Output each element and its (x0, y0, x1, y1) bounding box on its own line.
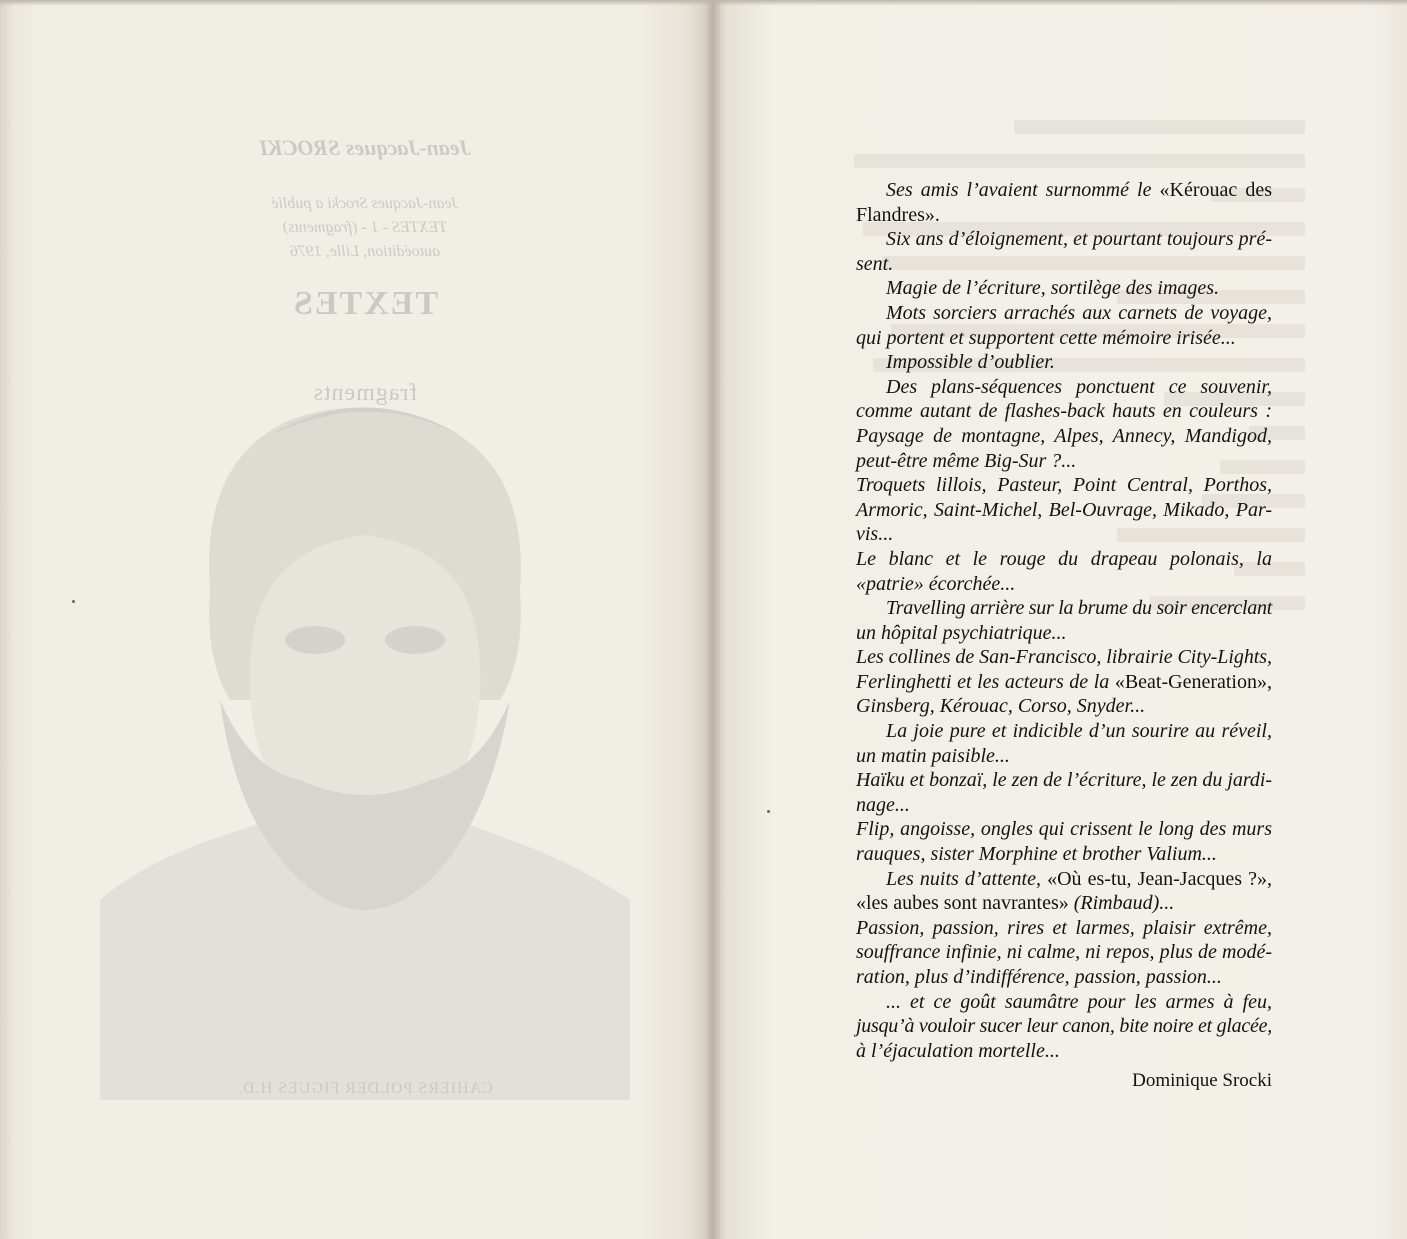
poem-line-segment: nage... (856, 793, 910, 816)
book-gutter (706, 0, 720, 1239)
poem-line (856, 399, 1272, 424)
left-page-show-through (100, 110, 630, 1120)
poem-line (856, 326, 1272, 351)
poem-line (856, 719, 1272, 744)
poem-line-segment: jusqu’à vouloir sucer leur canon, bite noire et glacée, (856, 1015, 1272, 1038)
poem-line-segment: Mots sorciers arrachés aux carnets de voyage, (886, 301, 1272, 324)
paper-speck (72, 600, 75, 603)
poem-line (856, 768, 1272, 793)
poem-line (856, 522, 1272, 547)
poem-line (856, 547, 1272, 572)
poem-line (856, 350, 1272, 375)
poem-line-segment: La joie pure et indicible d’un sourire au réveil, (886, 720, 1272, 743)
paper-speck (767, 810, 770, 813)
poem-line-segment: peut-être même Big-Sur ?... (856, 449, 1077, 472)
poem-line-segment: Flip, angoisse, ongles qui crissent le long des murs (856, 818, 1272, 841)
poem-line-segment: «Où es-tu, Jean-Jacques ?», (1047, 867, 1272, 890)
poem-line-segment: Six ans d’éloignement, et pourtant toujours pré- (886, 228, 1272, 251)
signature: Dominique Srocki (1132, 1070, 1272, 1091)
poem-line (856, 891, 1272, 916)
poem-line-segment: un hôpital psychiatrique... (856, 621, 1067, 644)
poem-line-segment: «Beat-Generation», (1114, 670, 1272, 693)
poem-line-segment: Magie de l’écriture, sortilège des images. (886, 277, 1220, 300)
poem-line (856, 301, 1272, 326)
poem-line-segment: Travelling arrière sur la brume du soir encerclant (886, 597, 1273, 620)
poem-line (856, 572, 1272, 597)
poem-line-segment: Troquets lillois, Pasteur, Point Central, Porthos, (856, 474, 1272, 497)
poem-line (856, 178, 1272, 203)
poem-line (856, 621, 1272, 646)
ghost-publisher: CAHIERS POLDER FIGUES H.D. (237, 1080, 493, 1097)
ghost-note-line: TEXTES - 1 - (fragments) (282, 219, 448, 236)
poem-line-segment: Paysage de montagne, Alpes, Annecy, Mandigod, (856, 424, 1272, 447)
poem-line (856, 596, 1272, 621)
poem-line-segment: qui portent et supportent cette mémoire irisée... (856, 326, 1236, 349)
poem-line-segment: Ginsberg, Kérouac, Corso, Snyder... (856, 695, 1146, 718)
poem-line (856, 498, 1272, 523)
poem-line-segment: à l’éjaculation mortelle... (856, 1039, 1060, 1062)
poem-line (856, 793, 1272, 818)
author-portrait-photo (100, 340, 630, 1100)
poem-line (856, 1039, 1272, 1064)
poem-line-segment: «les aubes sont navrantes» (856, 892, 1069, 915)
poem-line-segment: Ferlinghetti et les acteurs de la (856, 670, 1115, 693)
poem-line (856, 645, 1272, 670)
poem-line (856, 252, 1272, 277)
poem-line-segment: Ses amis l’avaient surnommé le (886, 179, 1160, 201)
poem-line (856, 965, 1272, 990)
poem-line-segment: ... et ce goût saumâtre pour les armes à feu, (886, 990, 1272, 1013)
poem-line (856, 473, 1272, 498)
poem-line-segment: rauques, sister Morphine et brother Valium... (856, 843, 1217, 866)
poem-line (856, 940, 1272, 965)
ghost-title: TEXTES (291, 285, 439, 322)
poem-line (856, 744, 1272, 769)
ghost-note-line: Jean-Jacques Srocki a publié (271, 195, 459, 212)
poem-line (856, 1014, 1272, 1039)
poem-line-segment: Impossible d’oublier. (886, 351, 1055, 374)
poem-text (856, 178, 1272, 1063)
poem-line (856, 694, 1272, 719)
ghost-note-line: autoédition, Lille, 1976 (289, 243, 441, 260)
poem-line-segment: souffrance infinie, ni calme, ni repos, plus de modé- (856, 941, 1272, 964)
ghost-publication-note (100, 192, 630, 264)
poem-line-segment: Armoric, Saint-Michel, Bel-Ouvrage, Mikado, Par- (856, 498, 1272, 521)
poem-line (856, 817, 1272, 842)
poem-line-segment: vis... (856, 523, 894, 546)
poem-line-segment: Le blanc et le rouge du drapeau polonais, la (856, 547, 1272, 570)
poem-line (856, 842, 1272, 867)
poem-line-segment: Passion, passion, rires et larmes, plaisir extrême, (856, 916, 1272, 939)
poem-line-segment: Haïku et bonzaï, le zen de l’écriture, le zen du jardi- (856, 769, 1272, 792)
poem-line-segment: ration, plus d’indifférence, passion, passion... (856, 966, 1222, 988)
poem-line-segment: Les collines de San-Francisco, librairie City-Lights, (856, 646, 1272, 669)
poem-line-segment: comme autant de flashes-back hauts en couleurs : (856, 400, 1272, 423)
poem-line (856, 916, 1272, 941)
poem-line (856, 203, 1272, 228)
poem-line-segment: «patrie» écorchée... (856, 572, 1016, 595)
poem-line (856, 449, 1272, 474)
poem-line (856, 990, 1272, 1015)
poem-line-segment: Les nuits d’attente, (886, 867, 1048, 890)
poem-line-segment: (Rimbaud)... (1068, 892, 1175, 915)
poem-line (856, 424, 1272, 449)
poem-line (856, 227, 1272, 252)
poem-line-segment: Des plans-séquences ponctuent ce souvenir, (886, 375, 1272, 398)
ghost-author: Jean-Jacques SROCKI (259, 135, 471, 160)
page-top-edge (0, 0, 1407, 6)
poem-line (856, 867, 1272, 892)
poem-line-segment: «Kérouac des (1159, 179, 1272, 201)
poem-line-segment: sent. (856, 252, 894, 275)
poem-line (856, 670, 1272, 695)
poem-line-segment: Flandres». (856, 203, 940, 226)
ghost-subtitle: fragments (312, 380, 418, 406)
poem-line-segment: un matin paisible... (856, 744, 1010, 767)
poem-line (856, 276, 1272, 301)
poem-line (856, 375, 1272, 400)
